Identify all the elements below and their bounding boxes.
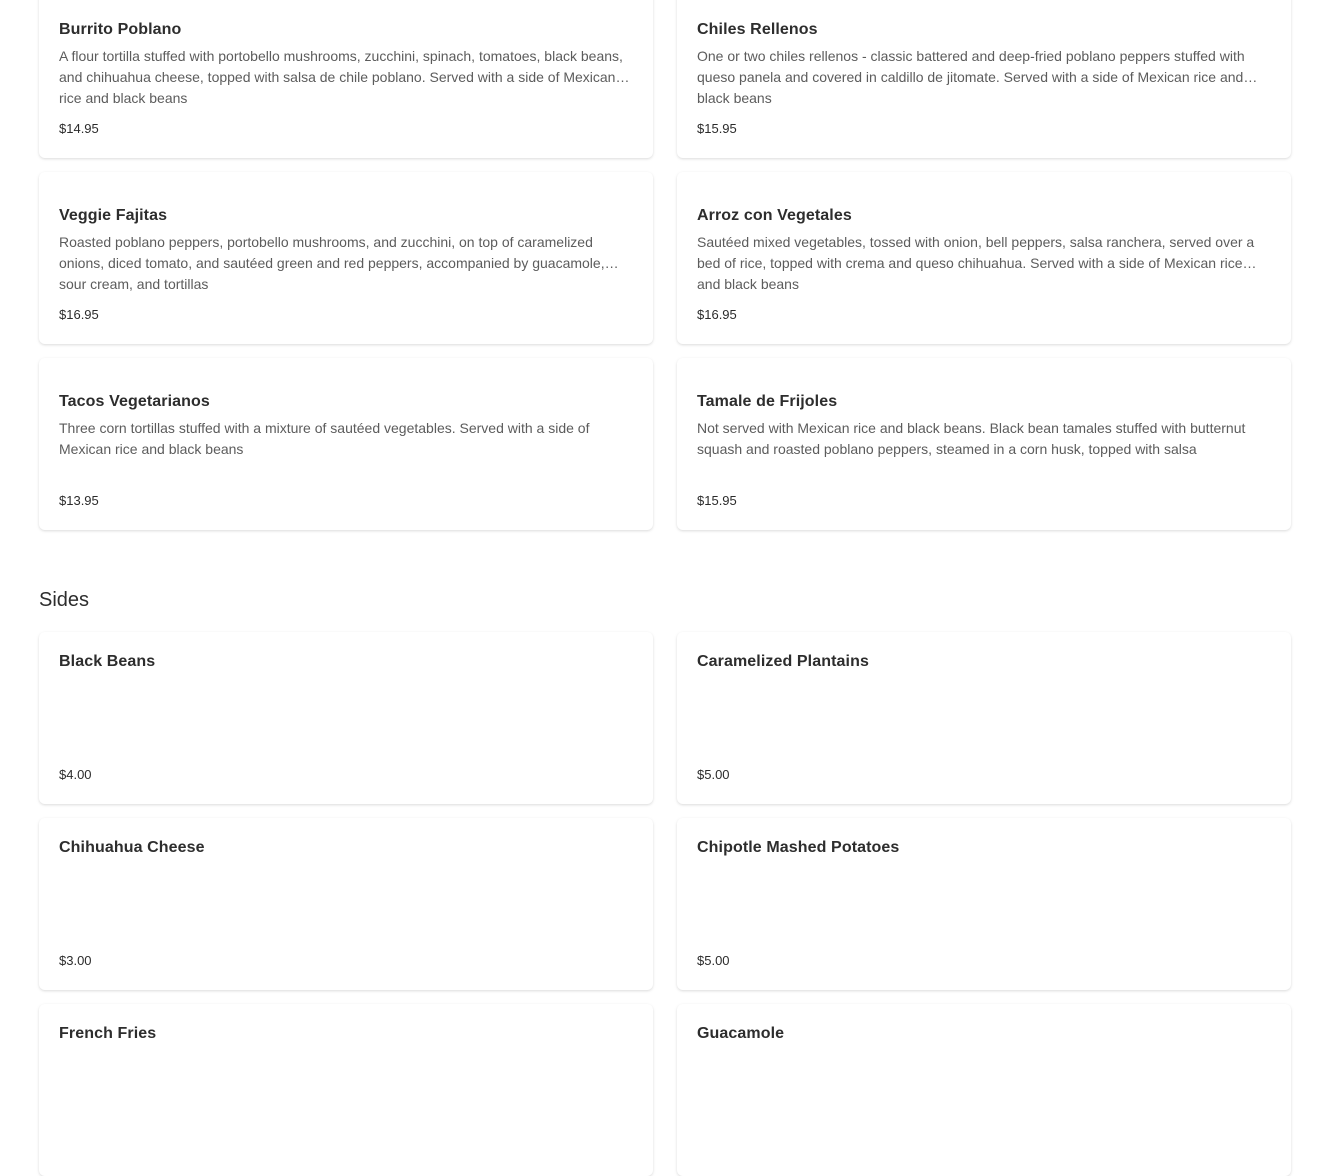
item-price: $5.00 xyxy=(697,953,730,968)
item-name: Burrito Poblano xyxy=(59,21,182,38)
item-name: Caramelized Plantains xyxy=(697,653,869,670)
item-price: $15.95 xyxy=(697,493,737,508)
item-price: $4.00 xyxy=(59,767,92,782)
item-name: Guacamole xyxy=(697,1025,785,1042)
item-name: Tacos Vegetarianos xyxy=(59,393,210,410)
section-title-sides: Sides xyxy=(39,589,90,611)
item-name: Chihuahua Cheese xyxy=(59,839,205,856)
menu-item-card[interactable] xyxy=(677,358,1291,530)
menu-item-card[interactable] xyxy=(39,358,653,530)
item-name: Chipotle Mashed Potatoes xyxy=(697,839,900,856)
item-name: Tamale de Frijoles xyxy=(697,393,838,410)
menu-item-card[interactable] xyxy=(677,0,1291,158)
item-description: A flour tortilla stuffed with portobello mushrooms, zucchini, spinach, tomatoes, black beans, and chihuahua cheese, topped with salsa de chile poblano. Served with a side of Mexican rice and black beans xyxy=(59,48,623,106)
menu-item-card[interactable] xyxy=(39,632,653,804)
item-price: $5.00 xyxy=(697,767,730,782)
menu-item-card[interactable] xyxy=(677,818,1291,990)
menu-item-card[interactable] xyxy=(39,1004,653,1176)
item-price: $3.00 xyxy=(59,953,92,968)
item-name: Veggie Fajitas xyxy=(59,207,168,224)
item-name: Black Beans xyxy=(59,653,156,670)
menu-item-card[interactable] xyxy=(677,632,1291,804)
item-description: Roasted poblano peppers, portobello mushrooms, and zucchini, on top of caramelized onions, diced tomato, and sautéed green and red peppers, accompanied by guacamole, sour cream, and tortillas xyxy=(59,234,605,292)
entrees-grid xyxy=(39,0,1291,530)
item-description: Not served with Mexican rice and black beans. Black bean tamales stuffed with butternut squash and roasted poblano peppers, steamed in a corn husk, topped with salsa xyxy=(697,420,1246,457)
item-price: $16.95 xyxy=(697,307,737,322)
item-description: One or two chiles rellenos - classic battered and deep-fried poblano peppers stuffed with queso panela and covered in caldillo de jitomate. Served with a side of Mexican rice and black beans xyxy=(697,48,1245,106)
menu-item-card[interactable] xyxy=(677,172,1291,344)
menu-item-card[interactable] xyxy=(39,172,653,344)
item-description: Sautéed mixed vegetables, tossed with onion, bell peppers, salsa ranchera, served over a bed of rice, topped with crema and queso chihuahua. Served with a side of Mexican rice and black beans xyxy=(697,234,1255,292)
menu-item-card[interactable] xyxy=(39,0,653,158)
item-description: Three corn tortillas stuffed with a mixture of sautéed vegetables. Served with a side of Mexican rice and black beans xyxy=(59,420,590,457)
item-name: Chiles Rellenos xyxy=(697,21,818,38)
item-price: $15.95 xyxy=(697,121,737,136)
menu-item-card[interactable] xyxy=(677,1004,1291,1176)
item-name: Arroz con Vegetales xyxy=(697,207,852,224)
menu-item-card[interactable] xyxy=(39,818,653,990)
sides-grid xyxy=(39,632,1291,1176)
item-price: $16.95 xyxy=(59,307,99,322)
item-price: $13.95 xyxy=(59,493,99,508)
item-name: French Fries xyxy=(59,1025,157,1042)
item-price: $14.95 xyxy=(59,121,99,136)
